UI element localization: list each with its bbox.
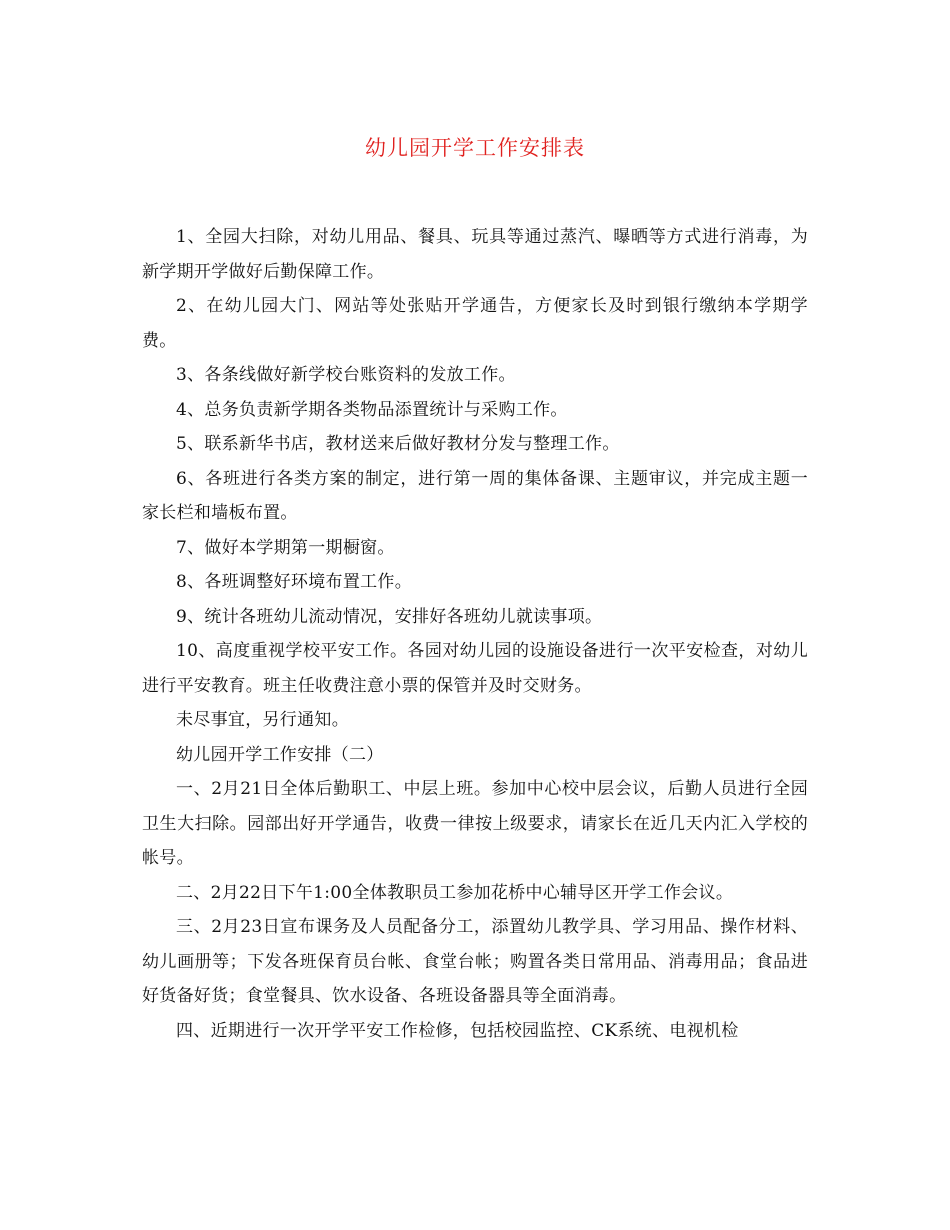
paragraph-8: 8、各班调整好环境布置工作。: [176, 572, 413, 592]
paragraph-5: 5、联系新华书店，教材送来后做好教材分发与整理工作。: [176, 434, 620, 454]
paragraph-4: 4、总务负责新学期各类物品添置统计与采购工作。: [176, 399, 568, 420]
document-body: [142, 220, 808, 1048]
document-title: 幼儿园开学工作安排表: [365, 136, 585, 160]
paragraph-2: 2、在幼儿园大门、网站等处张贴开学通告，方便家长及时到银行缴纳本学期学费。: [142, 296, 808, 351]
item-four: 四、近期进行一次开学平安工作检修，包括校园监控、CK系统、电视机检: [176, 1020, 739, 1041]
item-three: 三、2月23日宣布课务及人员配备分工，添置幼儿教学具、学习用品、操作材料、幼儿画册等；下发各班保育员台帐、食堂台帐；购置各类日常用品、消毒用品；食品进好货备好货；食堂餐具、饮水设备、各班设备器具等全面消毒。: [142, 917, 808, 1006]
item-two: 二、2月22日下午1:00全体教职员工参加花桥中心辅导区开学工作会议。: [176, 882, 734, 903]
paragraph-3: 3、各条线做好新学校台账资料的发放工作。: [176, 365, 516, 385]
item-one: 一、2月21日全体后勤职工、中层上班。参加中心校中层会议，后勤人员进行全园卫生大扫除。园部出好开学通告，收费一律按上级要求，请家长在近几天内汇入学校的帐号。: [142, 779, 808, 868]
closing-note: 未尽事宜，另行通知。: [176, 710, 349, 730]
paragraph-9: 9、统计各班幼儿流动情况，安排好各班幼儿就读事项。: [176, 606, 603, 627]
paragraph-1: 1、全园大扫除，对幼儿用品、餐具、玩具等通过蒸汽、曝晒等方式进行消毒，为新学期开学做好后勤保障工作。: [142, 227, 808, 282]
paragraph-10: 10、高度重视学校平安工作。各园对幼儿园的设施设备进行一次平安检查，对幼儿进行平安教育。班主任收费注意小票的保管并及时交财务。: [142, 641, 808, 696]
paragraph-7: 7、做好本学期第一期橱窗。: [176, 537, 395, 558]
paragraph-6: 6、各班进行各类方案的制定，进行第一周的集体备课、主题审议，并完成主题一家长栏和墙板布置。: [142, 468, 808, 523]
section-heading-2: 幼儿园开学工作安排（二）: [176, 744, 384, 765]
